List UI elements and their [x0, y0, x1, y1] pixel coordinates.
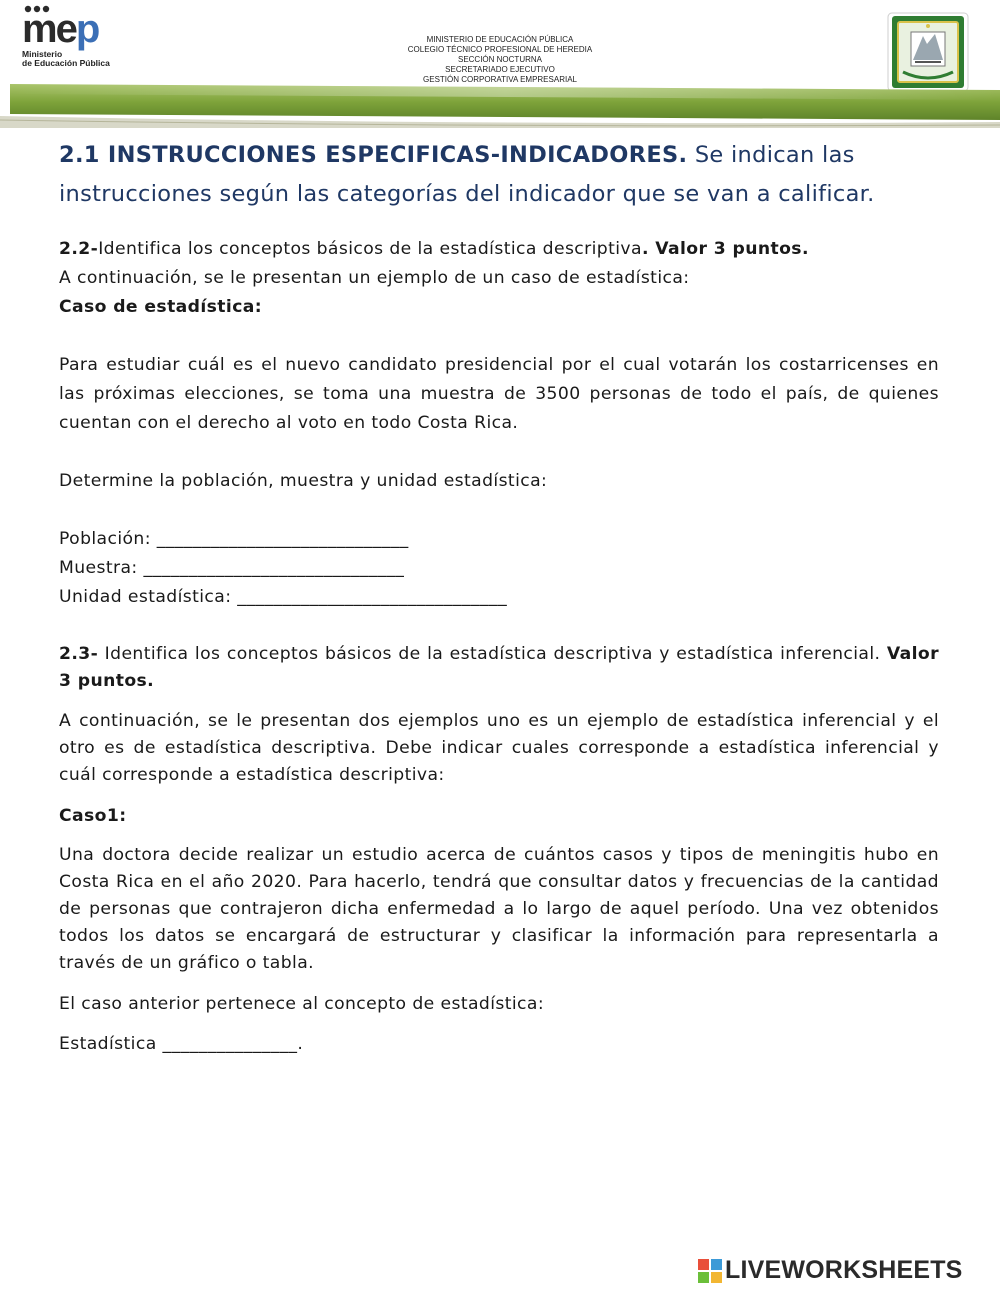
mep-logo	[22, 7, 132, 68]
section-2-3-text: Identifica los conceptos básicos de la estadística descriptiva y estadística inferencial.	[98, 644, 887, 664]
liveworksheets-cubes-icon	[698, 1259, 722, 1283]
liveworksheets-brand: LIVEWORKSHEETS	[725, 1256, 963, 1284]
section-2-2-instruction	[59, 235, 939, 264]
unidad-answer-line[interactable]: Unidad estadística: ______________________________	[59, 587, 508, 607]
section-2-1-description: Se indican las instrucciones según las categorías del indicador que se van a calificar.	[59, 142, 875, 207]
institution-line: COLEGIO TÉCNICO PROFESIONAL DE HEREDIA	[407, 45, 593, 54]
section-2-3-number: 2.3-	[59, 644, 99, 664]
determine-prompt: Determine la población, muestra y unidad estadística:	[59, 471, 548, 491]
header-green-banner	[0, 80, 1000, 128]
institution-line: SECRETARIADO EJECUTIVO	[445, 65, 555, 74]
institution-line: SECCIÓN NOCTURNA	[457, 55, 542, 64]
estadistica-answer-line[interactable]: Estadística _______________.	[59, 1034, 304, 1054]
section-2-2-number: 2.2-	[59, 239, 99, 259]
section-2-2-value: . Valor 3 puntos.	[641, 239, 809, 259]
institution-header	[300, 35, 700, 85]
case-title: Caso de estadística:	[59, 297, 263, 317]
mep-logo-subtitle-line-1: Ministerio	[22, 49, 63, 59]
section-2-1-title: 2.1 INSTRUCCIONES ESPECIFICAS-INDICADORES.	[59, 142, 688, 168]
poblacion-answer-line[interactable]: Población: ____________________________	[59, 529, 409, 549]
muestra-answer-line[interactable]: Muestra: _____________________________	[59, 558, 405, 578]
mep-logo-subtitle-line-2: de Educación Pública	[22, 58, 110, 68]
case1-question: El caso anterior pertenece al concepto de estadística:	[59, 994, 545, 1014]
mep-logo-subtitle	[22, 50, 132, 68]
case1-title: Caso1:	[59, 806, 127, 826]
worksheet-content	[59, 136, 939, 1059]
institution-line: MINISTERIO DE EDUCACIÓN PÚBLICA	[426, 35, 574, 44]
liveworksheets-logo	[698, 1254, 998, 1286]
section-2-3-intro: A continuación, se le presentan dos ejemplos uno es un ejemplo de estadística inferencial y el otro es de estadística descriptiva. Debe indicar cuales corresponde a estadística inferencial y cuál corresponde a estadística descriptiva:	[59, 711, 939, 785]
section-2-3-value: Valor 3 puntos.	[59, 644, 939, 691]
section-2-3-instruction	[59, 641, 939, 695]
section-2-2-text: Identifica los conceptos básicos de la estadística descriptiva	[98, 239, 642, 259]
case1-text: Una doctora decide realizar un estudio acerca de cuántos casos y tipos de meningitis hubo en Costa Rica en el año 2020. Para hacerlo, tendrá que consultar datos y frecuencias de la cantidad de personas que contrajeron dicha enfermedad a lo largo de aquel período. Una vez obtenidos todos los datos se encargará de estructurar y clasificar la información para representarla a través de un gráfico o tabla.	[59, 845, 939, 973]
section-2-2-intro: A continuación, se le presentan un ejemplo de un caso de estadística:	[59, 268, 690, 288]
mep-logo-word: mep	[22, 7, 99, 51]
section-2-1-heading	[59, 136, 939, 214]
case-text: Para estudiar cuál es el nuevo candidato presidencial por el cual votarán los costarricenses en las próximas elecciones, se toma una muestra de 3500 personas de todo el país, de quienes cuentan con el derecho al voto en todo Costa Rica.	[59, 355, 939, 433]
institution-line: GESTIÓN CORPORATIVA EMPRESARIAL	[423, 75, 577, 84]
